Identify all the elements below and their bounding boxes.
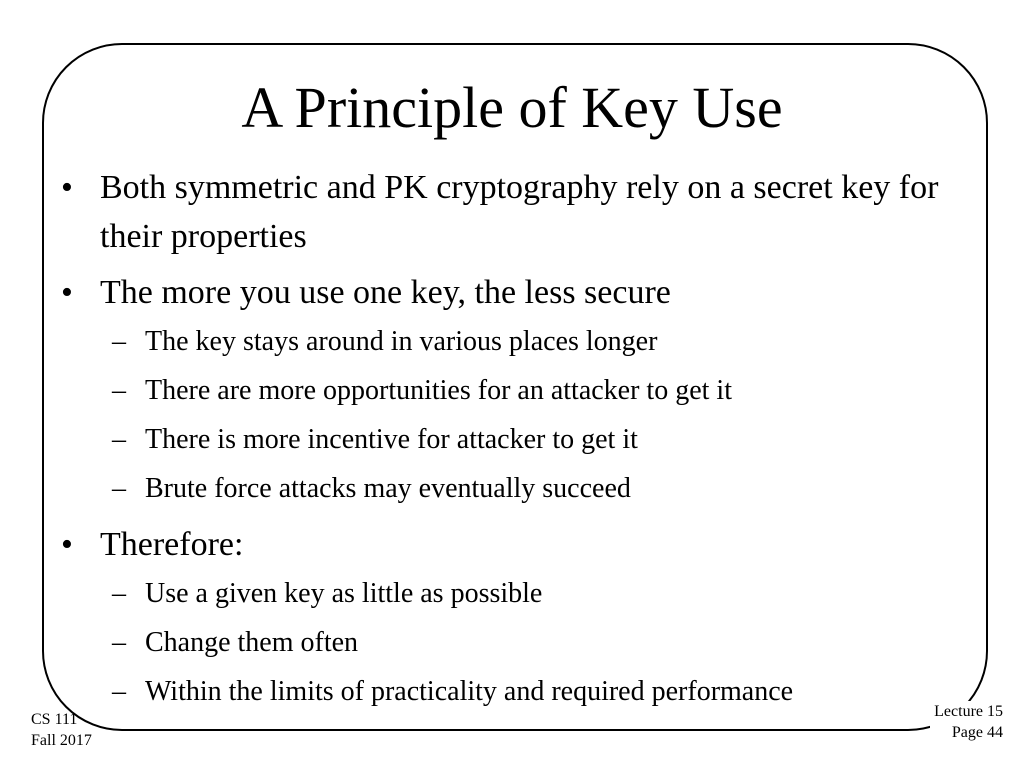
dash-mark: – [112, 375, 126, 406]
sub-bullet-text: The key stays around in various places longer [145, 326, 658, 357]
page-number: Page 44 [930, 722, 1003, 743]
bullet-text: Therefore: [100, 526, 244, 563]
sub-bullet-item [52, 618, 982, 667]
term-label: Fall 2017 [31, 732, 92, 749]
bullet-mark: • [61, 169, 73, 206]
sub-bullet-text: Use a given key as little as possible [145, 578, 543, 609]
slide-content [52, 163, 982, 716]
bullet-text: Both symmetric and PK cryptography rely on a secret key for their properties [100, 169, 939, 255]
sub-bullet-item [52, 415, 982, 464]
bullet-item [52, 163, 982, 261]
dash-mark: – [112, 676, 126, 707]
sub-bullet-item [52, 464, 982, 513]
bullet-item [52, 268, 982, 317]
sub-bullet-text: Brute force attacks may eventually succeed [145, 473, 631, 504]
sub-bullet-item [52, 569, 982, 618]
bullet-mark: • [61, 274, 73, 311]
sub-bullet-text: There is more incentive for attacker to get it [145, 424, 638, 455]
dash-mark: – [112, 578, 126, 609]
sub-bullet-item [52, 317, 982, 366]
sub-bullet-item [52, 366, 982, 415]
dash-mark: – [112, 627, 126, 658]
sub-bullet-text: Within the limits of practicality and required performance [145, 676, 794, 707]
dash-mark: – [112, 424, 126, 455]
footer-course-info [31, 709, 92, 751]
slide-title: A Principle of Key Use [241, 75, 783, 140]
sub-bullet-text: There are more opportunities for an attacker to get it [145, 375, 732, 406]
sub-bullet-item [52, 667, 982, 716]
course-label: CS 111 [31, 711, 78, 728]
footer-page-info [930, 701, 1003, 743]
lecture-label: Lecture 15 [930, 701, 1003, 722]
bullet-text: The more you use one key, the less secure [100, 274, 671, 311]
bullet-mark: • [61, 526, 73, 563]
sub-bullet-text: Change them often [145, 627, 359, 658]
dash-mark: – [112, 326, 126, 357]
dash-mark: – [112, 473, 126, 504]
bullet-item [52, 520, 982, 569]
